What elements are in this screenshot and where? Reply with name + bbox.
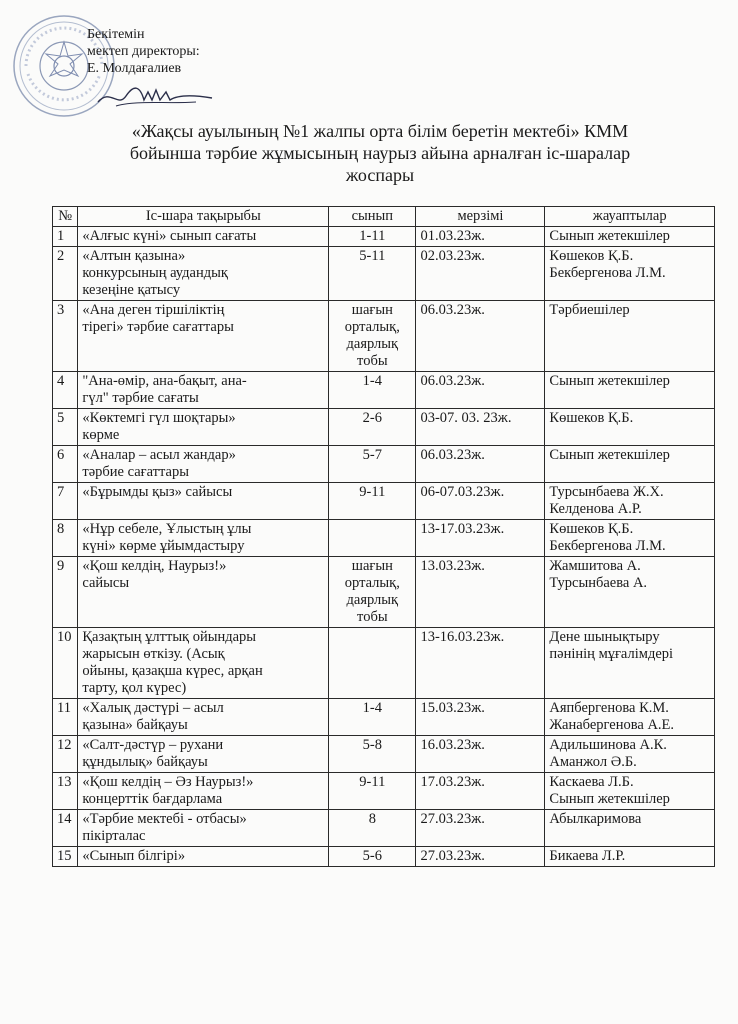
row-topic: «Нұр себеле, Ұлыстың ұлы күні» көрме ұйымдастыру [78, 520, 329, 557]
row-responsible: Жамшитова А. Турсынбаева А. [545, 557, 715, 628]
events-plan-table [52, 206, 715, 867]
row-class [329, 520, 416, 557]
title-line-3: жоспары [345, 165, 415, 185]
row-class [329, 628, 416, 699]
table-row [53, 520, 715, 557]
row-date: 13-17.03.23ж. [416, 520, 545, 557]
row-number: 6 [53, 446, 78, 483]
approval-line-1: Бекітемін [87, 27, 145, 42]
table-row [53, 847, 715, 867]
row-class: 8 [329, 810, 416, 847]
row-class: 1-4 [329, 372, 416, 409]
row-number: 8 [53, 520, 78, 557]
row-topic: «Салт-дәстүр – рухани құндылық» байқауы [78, 736, 329, 773]
row-responsible: Көшеков Қ.Б. Бекбергенова Л.М. [545, 520, 715, 557]
row-class: 5-8 [329, 736, 416, 773]
title-line-2: бойынша тәрбие жұмысының наурыз айына арналған іс-шаралар [129, 143, 631, 163]
row-responsible: Адильшинова А.К. Аманжол Ә.Б. [545, 736, 715, 773]
row-topic: «Сынып білгірі» [78, 847, 329, 867]
row-date: 16.03.23ж. [416, 736, 545, 773]
row-topic: «Алтын қазына» конкурсының аудандық кезеңіне қатысу [78, 247, 329, 301]
row-responsible: Аяпбергенова К.М. Жанабергенова А.Е. [545, 699, 715, 736]
row-date: 27.03.23ж. [416, 847, 545, 867]
row-number: 2 [53, 247, 78, 301]
row-topic: Қазақтың ұлттық ойындары жарысын өткізу. (Асық ойыны, қазақша күрес, арқан тарту, қол күрес) [78, 628, 329, 699]
row-responsible: Дене шынықтыру пәнінің мұғалімдері [545, 628, 715, 699]
row-topic: «Алғыс күні» сынып сағаты [78, 227, 329, 247]
row-number: 10 [53, 628, 78, 699]
table-header-row [53, 207, 715, 227]
table-row [53, 736, 715, 773]
row-responsible: Абылкаримова [545, 810, 715, 847]
row-class: 5-11 [329, 247, 416, 301]
table-row [53, 446, 715, 483]
table-row [53, 227, 715, 247]
row-number: 4 [53, 372, 78, 409]
row-topic: «Тәрбие мектебі - отбасы» пікірталас [78, 810, 329, 847]
table-row [53, 810, 715, 847]
title-line-1: «Жақсы ауылының №1 жалпы орта білім беретін мектебі» КММ [131, 121, 629, 141]
row-number: 11 [53, 699, 78, 736]
row-date: 06.03.23ж. [416, 372, 545, 409]
row-number: 3 [53, 301, 78, 372]
row-class: 5-6 [329, 847, 416, 867]
row-number: 7 [53, 483, 78, 520]
header-date: мерзімі [416, 207, 545, 227]
row-date: 13.03.23ж. [416, 557, 545, 628]
row-class: 1-11 [329, 227, 416, 247]
row-responsible: Турсынбаева Ж.Х. Келденова А.Р. [545, 483, 715, 520]
row-responsible: Сынып жетекшілер [545, 227, 715, 247]
row-date: 15.03.23ж. [416, 699, 545, 736]
header-topic: Іс-шара тақырыбы [78, 207, 329, 227]
row-responsible: Сынып жетекшілер [545, 446, 715, 483]
table-row [53, 557, 715, 628]
row-class: 1-4 [329, 699, 416, 736]
table-row [53, 301, 715, 372]
approval-line-2: мектеп директоры: [87, 44, 200, 59]
row-topic: «Бұрымды қыз» сайысы [78, 483, 329, 520]
row-topic: «Қош келдің, Наурыз!» сайысы [78, 557, 329, 628]
row-number: 9 [53, 557, 78, 628]
row-date: 06.03.23ж. [416, 446, 545, 483]
row-date: 13-16.03.23ж. [416, 628, 545, 699]
row-responsible: Каскаева Л.Б. Сынып жетекшілер [545, 773, 715, 810]
table-row [53, 483, 715, 520]
row-responsible: Бикаева Л.Р. [545, 847, 715, 867]
header-number: № [53, 207, 78, 227]
row-topic: «Аналар – асыл жандар» тәрбие сағаттары [78, 446, 329, 483]
row-date: 01.03.23ж. [416, 227, 545, 247]
row-responsible: Көшеков Қ.Б. Бекбергенова Л.М. [545, 247, 715, 301]
table-row [53, 773, 715, 810]
row-topic: «Қош келдің – Әз Наурыз!» концерттік бағдарлама [78, 773, 329, 810]
row-topic: «Ана деген тіршіліктің тірегі» тәрбие сағаттары [78, 301, 329, 372]
table-row [53, 247, 715, 301]
row-responsible: Тәрбиешілер [545, 301, 715, 372]
table-row [53, 628, 715, 699]
row-topic: "Ана-өмір, ана-бақыт, ана- гүл" тәрбие сағаты [78, 372, 329, 409]
row-date: 06-07.03.23ж. [416, 483, 545, 520]
header-responsible: жауаптылар [545, 207, 715, 227]
document-title [60, 120, 700, 186]
row-date: 17.03.23ж. [416, 773, 545, 810]
row-class: 5-7 [329, 446, 416, 483]
row-date: 27.03.23ж. [416, 810, 545, 847]
row-number: 12 [53, 736, 78, 773]
table-row [53, 372, 715, 409]
row-class: 9-11 [329, 773, 416, 810]
table-row [53, 699, 715, 736]
row-number: 5 [53, 409, 78, 446]
director-signature [96, 78, 216, 112]
row-number: 13 [53, 773, 78, 810]
approval-block [87, 26, 200, 77]
row-topic: «Халық дәстүрі – асыл қазына» байқауы [78, 699, 329, 736]
approval-line-3: Е. Молдағалиев [87, 61, 182, 76]
row-date: 03-07. 03. 23ж. [416, 409, 545, 446]
header-class: сынып [329, 207, 416, 227]
row-date: 06.03.23ж. [416, 301, 545, 372]
table-row [53, 409, 715, 446]
row-responsible: Сынып жетекшілер [545, 372, 715, 409]
row-number: 1 [53, 227, 78, 247]
row-class: шағын орталық, даярлық тобы [329, 557, 416, 628]
row-class: шағын орталық, даярлық тобы [329, 301, 416, 372]
row-topic: «Көктемгі гүл шоқтары» көрме [78, 409, 329, 446]
row-class: 9-11 [329, 483, 416, 520]
row-responsible: Көшеков Қ.Б. [545, 409, 715, 446]
row-class: 2-6 [329, 409, 416, 446]
row-number: 15 [53, 847, 78, 867]
row-date: 02.03.23ж. [416, 247, 545, 301]
row-number: 14 [53, 810, 78, 847]
